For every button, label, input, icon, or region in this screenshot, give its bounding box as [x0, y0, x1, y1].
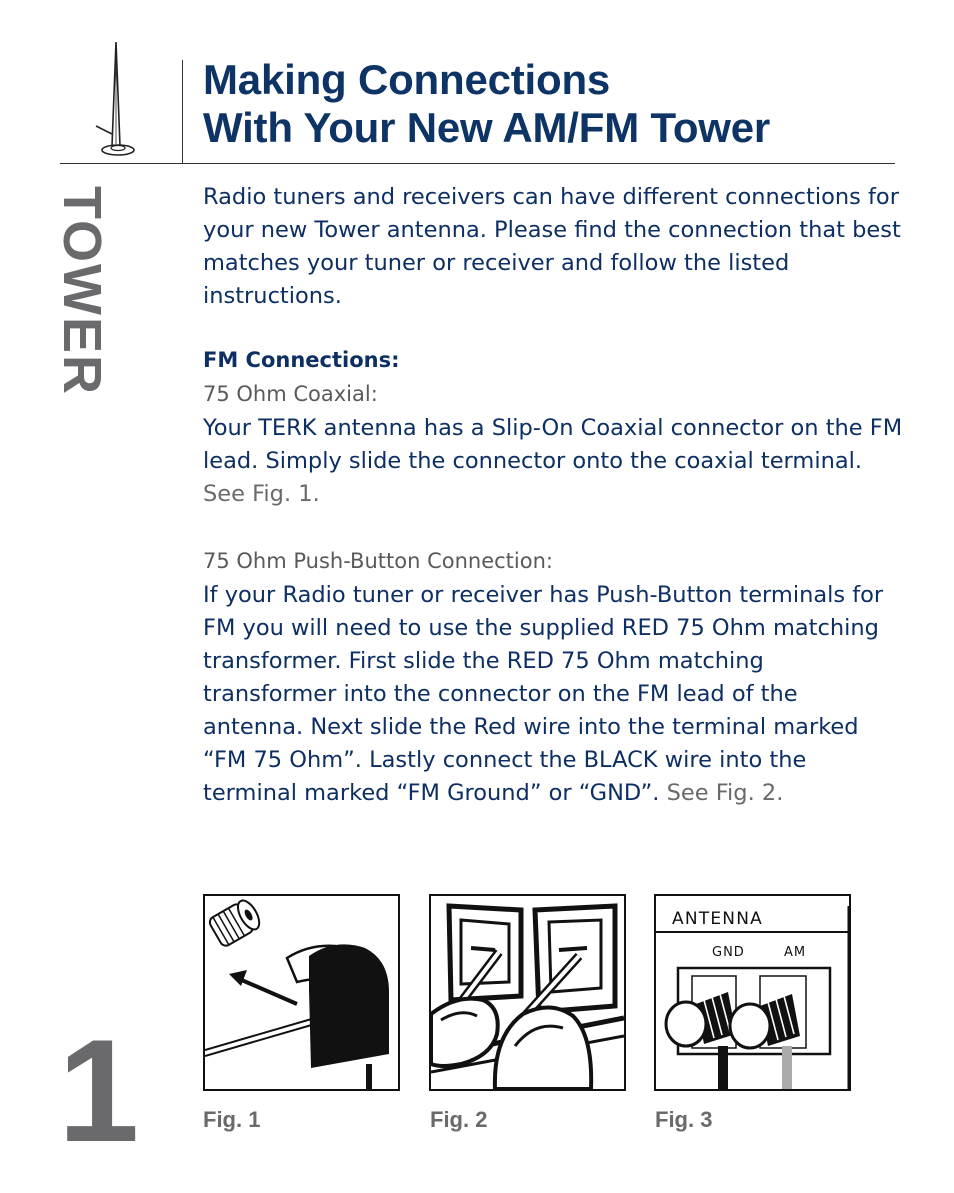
- header-divider: [182, 60, 183, 163]
- push-button-label: 75 Ohm Push-Button Connection:: [203, 549, 553, 573]
- page-title: [203, 56, 770, 152]
- figure-2: [429, 894, 626, 1091]
- side-section-label: TOWER: [52, 186, 112, 396]
- fm-connections-heading: FM Connections:: [203, 348, 400, 372]
- page-number: 1: [58, 1009, 140, 1172]
- coaxial-text: Your TERK antenna has a Slip-On Coaxial connector on the FM lead. Simply slide the connector onto the coaxial terminal.: [203, 415, 903, 474]
- page-title-line1: Making Connections: [203, 56, 611, 103]
- push-button-terminal-icon: [431, 896, 624, 1089]
- am-terminal-label: AM: [784, 945, 807, 960]
- antenna-panel-title: ANTENNA: [672, 909, 763, 929]
- figure-1: [203, 894, 400, 1091]
- coaxial-instructions: [203, 412, 903, 511]
- see-fig-2-link: See Fig. 2.: [666, 780, 784, 806]
- header-rule: [60, 163, 895, 164]
- push-button-instructions: [203, 579, 903, 810]
- see-fig-1-link: See Fig. 1.: [203, 481, 320, 507]
- intro-paragraph: Radio tuners and receivers can have different connections for your new Tower antenna. Please find the connection that best matches your tuner or receiver and follow the listed instructions.: [203, 184, 901, 309]
- page-title-line2: With Your New AM/FM Tower: [203, 104, 771, 151]
- figure-3-caption: Fig. 3: [655, 1107, 713, 1132]
- gnd-terminal-label: GND: [712, 945, 745, 960]
- push-button-text: If your Radio tuner or receiver has Push-Button terminals for FM you will need to use the supplied RED 75 Ohm matching transformer. First slide the RED 75 Ohm matching transformer into the connector on the FM lead of the antenna. Next slide the Red wire into the terminal marked “FM 75 Ohm”. Lastly connect the BLACK wire into the terminal marked “FM Ground” or “GND”.: [203, 582, 884, 806]
- figure-1-caption: Fig. 1: [203, 1107, 261, 1132]
- tower-antenna-icon: [86, 40, 146, 162]
- figure-2-caption: Fig. 2: [430, 1107, 488, 1132]
- figure-3: [654, 894, 851, 1091]
- instructions-body: [203, 181, 903, 810]
- antenna-terminal-icon: [656, 896, 849, 1089]
- coaxial-connector-icon: [205, 896, 398, 1089]
- coaxial-label: 75 Ohm Coaxial:: [203, 382, 378, 406]
